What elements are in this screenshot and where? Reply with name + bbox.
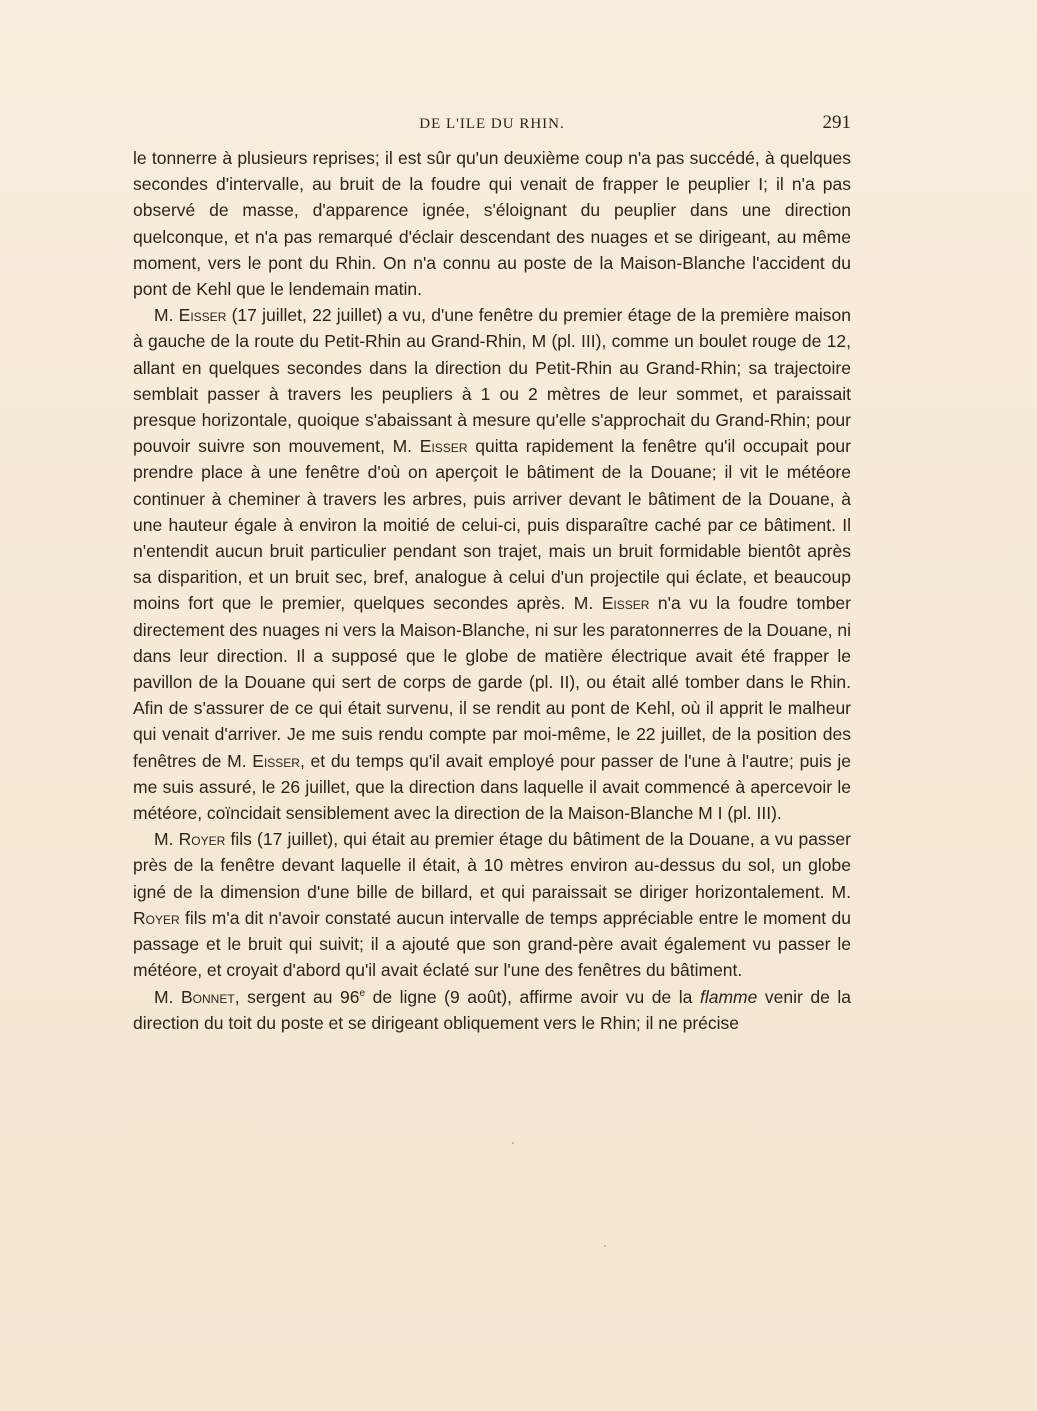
text-run: fils m'a dit n'avoir constaté aucun intervalle de temps appréciable entre le moment du passage et le bruit qui suivit; il a ajouté que son grand-père avait également vu passer le météore, et croyait d'abord qu'il avait éclaté sur l'une des fenêtres du bâtiment. [133,907,851,981]
text-run: venir de la direction du toit du poste et se dirigeant obliquement vers le Rhin; il ne précise [133,986,852,1033]
text-run: le tonnerre à plusieurs reprises; il est sûr qu'un deuxième coup n'a pas succédé, à quelques secondes d'intervalle, au bruit de la foudre qui venait de frapper le peuplier I; il n'a pas observé de masse, d'apparence ignée, s'éloignant du peuplier dans une direction quelconque, et n'a pas remarqué d'éclair descendant des nuages et se dirigeant, au même moment, vers le pont du Rhin. On n'a connu au poste de la Maison-Blanche l'accident du pont de Kehl que le lendemain matin. [133,148,851,300]
paper-speck [604,1245,606,1247]
text-run: de ligne (9 août), affirme avoir vu de la [365,986,700,1007]
text-run: , et du temps qu'il avait employé pour passer de l'une à l'autre; puis je me suis assuré, le 26 juillet, que la direction dans laquelle il avait commencé à apercevoir le météore, coïncidait sensiblement avec la direction de la Maison-Blanche M I (pl. III). [133,750,851,824]
person-name: Royer [133,907,180,928]
text-run: n'a vu la foudre tomber directement des nuages ni vers la Maison-Blanche, ni sur les paratonnerres de la Douane, ni dans leur direction. Il a supposé que le globe de matière électrique avait été frapper le pavillon de la Douane qui sert de corps de garde (pl. II), ou était allé tomber dans le Rhin. Afin de s'assurer de ce qui était survenu, il se rendit au pont de Kehl, où il apprit le malheur qui venait d'arriver. Je me suis rendu compte par moi-même, le 22 juillet, de la position des fenêtres de M. [133,593,851,771]
text-run: , sergent au 96 [234,986,360,1007]
italic-text: flamme [699,986,758,1007]
person-name: Eisser [178,305,227,326]
text-run: M. [154,305,179,326]
text-run: (17 juillet, 22 juillet) a vu, d'une fenêtre du premier étage de la première maison à gauche de la route du Petit-Rhin au Grand-Rhin, M (pl. III), comme un boulet rouge de 12, allant en quelques secondes dans la direction du Petit-Rhin au Grand-Rhin; sa trajectoire semblait passer à travers les peupliers à 1 ou 2 mètres de leur sommet, et paraissait presque horizontale, quoique s'abaissant à mesure qu'elle s'approchait du Grand-Rhin; pour pouvoir suivre son mouvement, M. [133,305,851,457]
paragraph [133,984,851,1036]
text-run: quitta rapidement la fenêtre qu'il occupait pour prendre place à une fenêtre d'où on aperçoit le bâtiment de la Douane; il vit le météore continuer à cheminer à travers les arbres, puis arriver devant le bâtiment de la Douane, à une hauteur égale à environ la moitié de celui-ci, puis disparaître caché par ce bâtiment. Il n'entendit aucun bruit particulier pendant son trajet, mais un bruit formidable bientôt après sa disparition, et un bruit sec, bref, analogue à celui d'un projectile qui éclate, et beaucoup moins fort que le premier, quelques secondes après. M. [133,436,851,614]
person-name: Royer [178,829,226,850]
person-name: Eisser [601,593,650,614]
paper-speck [512,1142,514,1144]
body-text [133,145,851,1036]
paragraph [133,826,851,983]
text-run: M. [154,829,179,850]
running-head [133,112,851,140]
superscript: e [359,987,366,999]
running-title: DE L'ILE DU RHIN. [419,116,565,132]
person-name: Bonnet [181,986,235,1007]
page-number: 291 [822,112,851,133]
person-name: Eisser [252,750,300,771]
person-name: Eisser [419,436,468,457]
text-run: fils (17 juillet), qui était au premier étage du bâtiment de la Douane, a vu passer près de la fenêtre devant laquelle il était, à 10 mètres environ au-dessus du sol, un globe igné de la dimension d'une bille de billard, et qui paraissait se diriger horizontalement. M. [133,829,851,902]
paragraph [133,145,851,302]
paragraph [133,302,851,826]
text-run: M. [154,986,181,1007]
